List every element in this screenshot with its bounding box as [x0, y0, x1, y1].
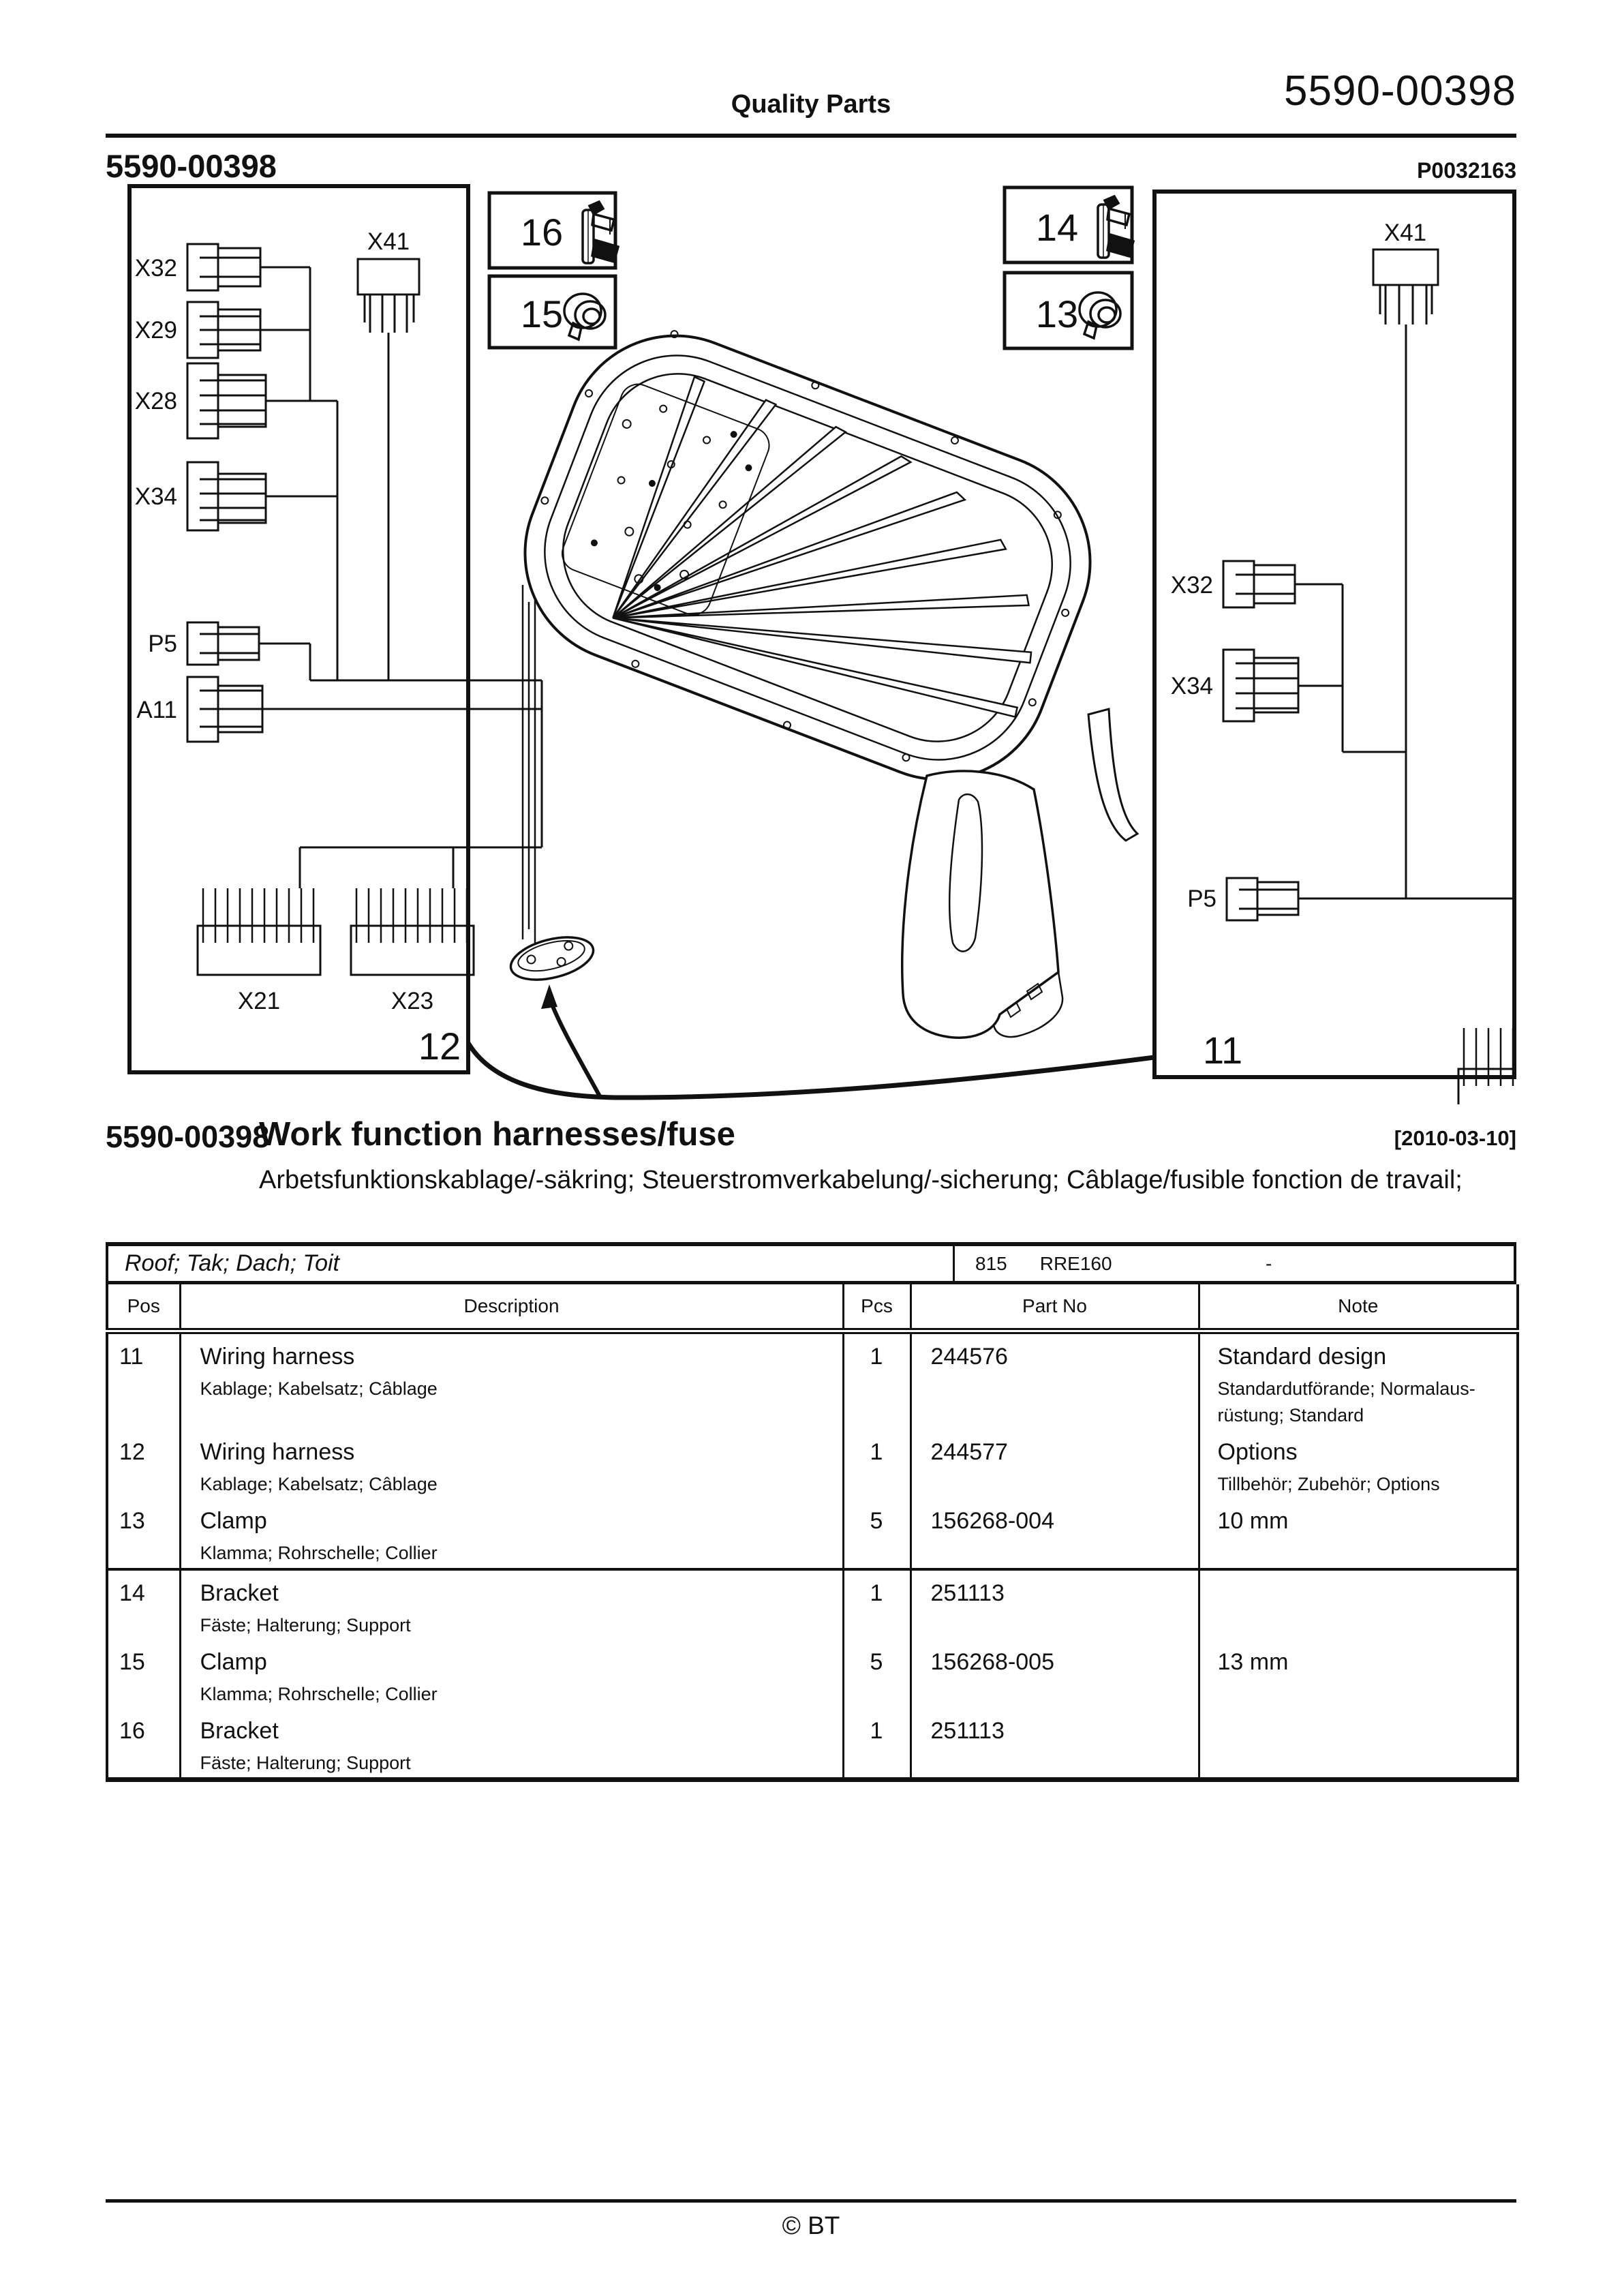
bracket-icon [1098, 196, 1133, 258]
pcs-cell: 1 [843, 1430, 911, 1498]
connector-label-a11: A11 [136, 697, 177, 723]
callout-14-number: 14 [1035, 206, 1079, 249]
pos-cell: 15 [107, 1640, 180, 1708]
variant-model: RRE160 [1039, 1252, 1112, 1274]
variant-header-row [106, 1242, 1516, 1284]
connector-label-x21-left: X21 [237, 988, 281, 1014]
variant-name: Roof; Tak; Dach; Toit [108, 1246, 955, 1281]
table-row [107, 1498, 1518, 1569]
page-header-title: Quality Parts [731, 90, 891, 119]
partno-cell: 244577 [911, 1430, 1199, 1498]
item-11-label: 11 [1203, 1029, 1243, 1072]
note-cell: 10 mm [1217, 1508, 1289, 1535]
partno-cell: 251113 [911, 1708, 1199, 1780]
table-row [107, 1430, 1518, 1498]
partno-cell: 251113 [911, 1569, 1199, 1640]
description-cell: Bracket Fäste; Halterung; Support [180, 1708, 843, 1780]
description-cell: Wiring harness Kablage; Kabelsatz; Câblage [180, 1430, 843, 1498]
harness-12-schematic-box [129, 186, 542, 1072]
partno-cell: 244576 [911, 1331, 1199, 1430]
connector-label-p5-left: P5 [148, 631, 177, 657]
roof-assembly-drawing [468, 304, 1154, 1098]
pos-cell: 11 [107, 1331, 180, 1430]
col-header-note: Note [1338, 1295, 1379, 1316]
note-cell: Options Tillbehör; Zubehör; Options [1217, 1439, 1440, 1495]
bracket-icon [583, 202, 618, 263]
table-row [107, 1640, 1518, 1708]
pos-cell: 16 [107, 1708, 180, 1780]
section-number: 5590-00398 [106, 1119, 270, 1154]
note-cell: Standard design Standardutförande; Normalaus-rüstung; Standard [1217, 1344, 1475, 1426]
connector-label-x41-right: X41 [1383, 220, 1427, 246]
pcs-cell: 1 [843, 1708, 911, 1780]
clamp-icon [564, 294, 605, 339]
note-cell [1199, 1569, 1518, 1640]
note-cell: 13 mm [1217, 1648, 1289, 1675]
callout-box-14 [1005, 187, 1133, 262]
connector-label-x41-left: X41 [367, 228, 410, 255]
callout-box-16 [489, 193, 618, 268]
section-date: [2010-03-10] [1394, 1126, 1516, 1150]
callout-13-number: 13 [1035, 292, 1079, 335]
connector-label-x34: X34 [134, 483, 177, 510]
pos-cell: 13 [107, 1498, 180, 1569]
table-row [107, 1331, 1518, 1430]
harness-11-schematic-box [1154, 192, 1516, 1104]
note-cell [1199, 1708, 1518, 1780]
connector-label-x23: X23 [391, 988, 434, 1014]
footer-rule [106, 2199, 1516, 2203]
section-subtitle: Arbetsfunktionskablage/-säkring; Steuerstromverkabelung/-sicherung; Câblage/fusible fonction de travail; [259, 1166, 1463, 1194]
document-number-top-right: 5590-00398 [1284, 67, 1516, 115]
connector-label-x28: X28 [134, 388, 177, 414]
partno-cell: 156268-005 [911, 1640, 1199, 1708]
partno-cell: 156268-004 [911, 1498, 1199, 1569]
description-cell: Clamp Klamma; Rohrschelle; Collier [180, 1640, 843, 1708]
header-rule [106, 134, 1516, 138]
parts-table [106, 1242, 1516, 1782]
pcs-cell: 5 [843, 1640, 911, 1708]
col-header-description: Description [180, 1284, 843, 1331]
connector-label-x29: X29 [134, 317, 177, 344]
clamp-icon [1080, 292, 1120, 338]
connector-label-x32: X32 [134, 255, 177, 282]
callout-box-13 [1005, 273, 1132, 348]
item-12-label: 12 [418, 1025, 461, 1068]
table-row [107, 1708, 1518, 1780]
pos-cell: 12 [107, 1430, 180, 1498]
pcs-cell: 1 [843, 1331, 911, 1430]
document-number-left: 5590-00398 [106, 148, 277, 184]
connector-label-x32-right: X32 [1170, 572, 1213, 599]
connector-label-x34-right: X34 [1170, 673, 1213, 699]
pcs-cell: 5 [843, 1498, 911, 1569]
connector-label-p5-right: P5 [1187, 886, 1216, 912]
leader-arrowhead [541, 984, 557, 1009]
pos-cell: 14 [107, 1569, 180, 1640]
variant-dash: - [1266, 1252, 1272, 1274]
callout-box-15 [489, 276, 615, 348]
col-header-pcs: Pcs [843, 1284, 911, 1331]
table-row [107, 1569, 1518, 1640]
description-cell: Bracket Fäste; Halterung; Support [180, 1569, 843, 1640]
col-header-pos: Pos [107, 1284, 180, 1331]
callout-16-number: 16 [520, 211, 564, 254]
pcs-cell: 1 [843, 1569, 911, 1640]
variant-model-cell [955, 1246, 1514, 1281]
figure-reference: P0032163 [1417, 158, 1516, 183]
copyright-notice: © BT [782, 2211, 840, 2239]
wiring-diagram-figure [106, 176, 1516, 1104]
description-cell: Clamp Klamma; Rohrschelle; Collier [180, 1498, 843, 1569]
section-title: Work function harnesses/fuse [259, 1116, 735, 1153]
column-header-row [107, 1284, 1518, 1331]
description-cell: Wiring harness Kablage; Kabelsatz; Câblage [180, 1331, 843, 1430]
variant-code: 815 [975, 1252, 1007, 1274]
callout-15-number: 15 [520, 292, 564, 335]
col-header-partno: Part No [911, 1284, 1199, 1331]
